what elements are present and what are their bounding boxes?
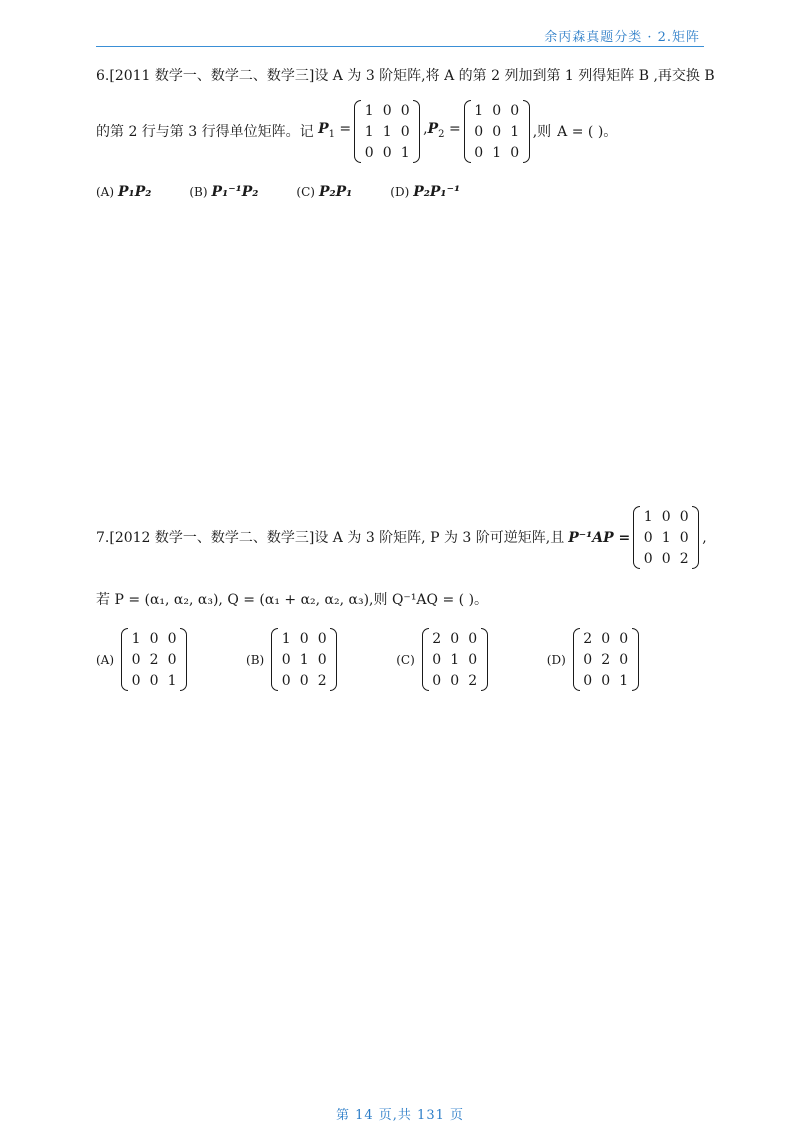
matrix-cell: 0 [601, 630, 611, 647]
matrix-cell: 0 [450, 672, 460, 689]
q7-line2: 若 P = (α₁, α₂, α₃), Q = (α₁ + α₂, α₂, α₃),则 Q⁻¹AQ = ( )。 [96, 592, 489, 608]
matrix-cell: 0 [643, 529, 653, 546]
page-header [96, 24, 704, 47]
matrix-cell: 0 [299, 630, 309, 647]
matrix-cell: 0 [149, 672, 159, 689]
q7-option-c-matrix [422, 628, 488, 691]
matrix-cell: 0 [432, 651, 442, 668]
matrix-cell: 1 [643, 508, 653, 525]
q6-p1-label: $P_1$ = [318, 120, 352, 140]
matrix-cell: 0 [131, 672, 141, 689]
q6-option-a[interactable]: (A) P₁P₂ [96, 184, 152, 200]
q6-option-b[interactable]: (B) P₁⁻¹P₂ [189, 184, 259, 200]
matrix-cell: 1 [510, 123, 520, 140]
matrix-cell: 0 [583, 651, 593, 668]
matrix-cell: 1 [382, 123, 392, 140]
matrix-cell: 2 [468, 672, 478, 689]
matrix-cell: 0 [450, 630, 460, 647]
q7-option-b[interactable]: (B) 1 0 0 0 1 0 0 0 2 [246, 628, 340, 691]
matrix-cell: 0 [661, 550, 671, 567]
q6-line2 [96, 100, 704, 163]
matrix-cell: 1 [281, 630, 291, 647]
q7-condition-matrix [633, 506, 699, 569]
matrix-cell: 1 [450, 651, 460, 668]
q7-option-a-matrix [121, 628, 187, 691]
matrix-cell: 2 [149, 651, 159, 668]
matrix-cell: 0 [492, 123, 502, 140]
matrix-cell: 0 [317, 630, 327, 647]
matrix-cell: 0 [317, 651, 327, 668]
page-footer: 第 14 页,共 131 页 [335, 1108, 465, 1123]
matrix-cell: 1 [299, 651, 309, 668]
q7-line1-text: 7.[2012 数学一、数学二、数学三]设 A 为 3 阶矩阵, P 为 3 阶可逆矩阵,且 [96, 529, 565, 546]
q6-line2-prefix: 的第 2 行与第 3 行得单位矩阵。记 [96, 123, 314, 140]
matrix-cell: 2 [601, 651, 611, 668]
q7-options [96, 628, 704, 691]
matrix-cell: 0 [281, 651, 291, 668]
matrix-cell: 1 [364, 123, 374, 140]
matrix-cell: 2 [583, 630, 593, 647]
q6-line1: 6.[2011 数学一、数学二、数学三]设 A 为 3 阶矩阵,将 A 的第 2 列加到第 1 列得矩阵 B ,再交换 B [96, 68, 715, 84]
matrix-cell: 1 [474, 102, 484, 119]
matrix-cell: 0 [281, 672, 291, 689]
q7-option-b-matrix [271, 628, 337, 691]
matrix-cell: 0 [149, 630, 159, 647]
q6-answer-blank: A = ( )。 [557, 123, 618, 140]
q7-option-d-matrix [573, 628, 639, 691]
q6-matrix-p2 [464, 100, 530, 163]
matrix-cell: 0 [619, 630, 629, 647]
matrix-cell: 1 [619, 672, 629, 689]
matrix-cell: 0 [583, 672, 593, 689]
matrix-cell: 0 [661, 508, 671, 525]
matrix-cell: 0 [432, 672, 442, 689]
matrix-cell: 1 [131, 630, 141, 647]
matrix-cell: 1 [492, 144, 502, 161]
q7-option-d[interactable]: (D) 2 0 0 0 2 0 0 0 1 [547, 628, 642, 691]
matrix-cell: 0 [643, 550, 653, 567]
matrix-cell: 1 [400, 144, 410, 161]
matrix-cell: 0 [619, 651, 629, 668]
q7-line1 [96, 506, 707, 569]
matrix-cell: 0 [400, 102, 410, 119]
q6-p2-label: $,P_2$ = [423, 120, 461, 140]
q7-comma: , [702, 529, 707, 546]
matrix-cell: 0 [492, 102, 502, 119]
matrix-cell: 2 [432, 630, 442, 647]
matrix-cell: 1 [661, 529, 671, 546]
q7-condition-expr: P⁻¹AP = [568, 529, 631, 546]
matrix-cell: 0 [382, 144, 392, 161]
matrix-cell: 2 [317, 672, 327, 689]
matrix-cell: 0 [474, 123, 484, 140]
matrix-cell: 0 [167, 630, 177, 647]
matrix-cell: 0 [382, 102, 392, 119]
q7-option-c[interactable]: (C) 2 0 0 0 1 0 0 0 2 [396, 628, 491, 691]
matrix-cell: 0 [400, 123, 410, 140]
header-title: 余丙森真题分类 · 2.矩阵 [544, 30, 700, 45]
matrix-cell: 0 [474, 144, 484, 161]
q6-option-d[interactable]: (D) P₂P₁⁻¹ [390, 184, 461, 200]
matrix-cell: 0 [299, 672, 309, 689]
matrix-cell: 0 [468, 651, 478, 668]
matrix-cell: 1 [167, 672, 177, 689]
q6-matrix-p1 [354, 100, 420, 163]
matrix-cell: 2 [679, 550, 689, 567]
matrix-cell: 0 [601, 672, 611, 689]
q7-option-a[interactable]: (A) 1 0 0 0 2 0 0 0 1 [96, 628, 190, 691]
q6-options [96, 182, 704, 202]
matrix-cell: 0 [167, 651, 177, 668]
matrix-cell: 0 [510, 144, 520, 161]
matrix-cell: 0 [364, 144, 374, 161]
matrix-cell: 1 [364, 102, 374, 119]
q6-option-c[interactable]: (C) P₂P₁ [296, 184, 353, 200]
matrix-cell: 0 [679, 529, 689, 546]
matrix-cell: 0 [131, 651, 141, 668]
matrix-cell: 0 [468, 630, 478, 647]
matrix-cell: 0 [510, 102, 520, 119]
matrix-cell: 0 [679, 508, 689, 525]
q6-line2-suffix: ,则 [532, 123, 552, 140]
